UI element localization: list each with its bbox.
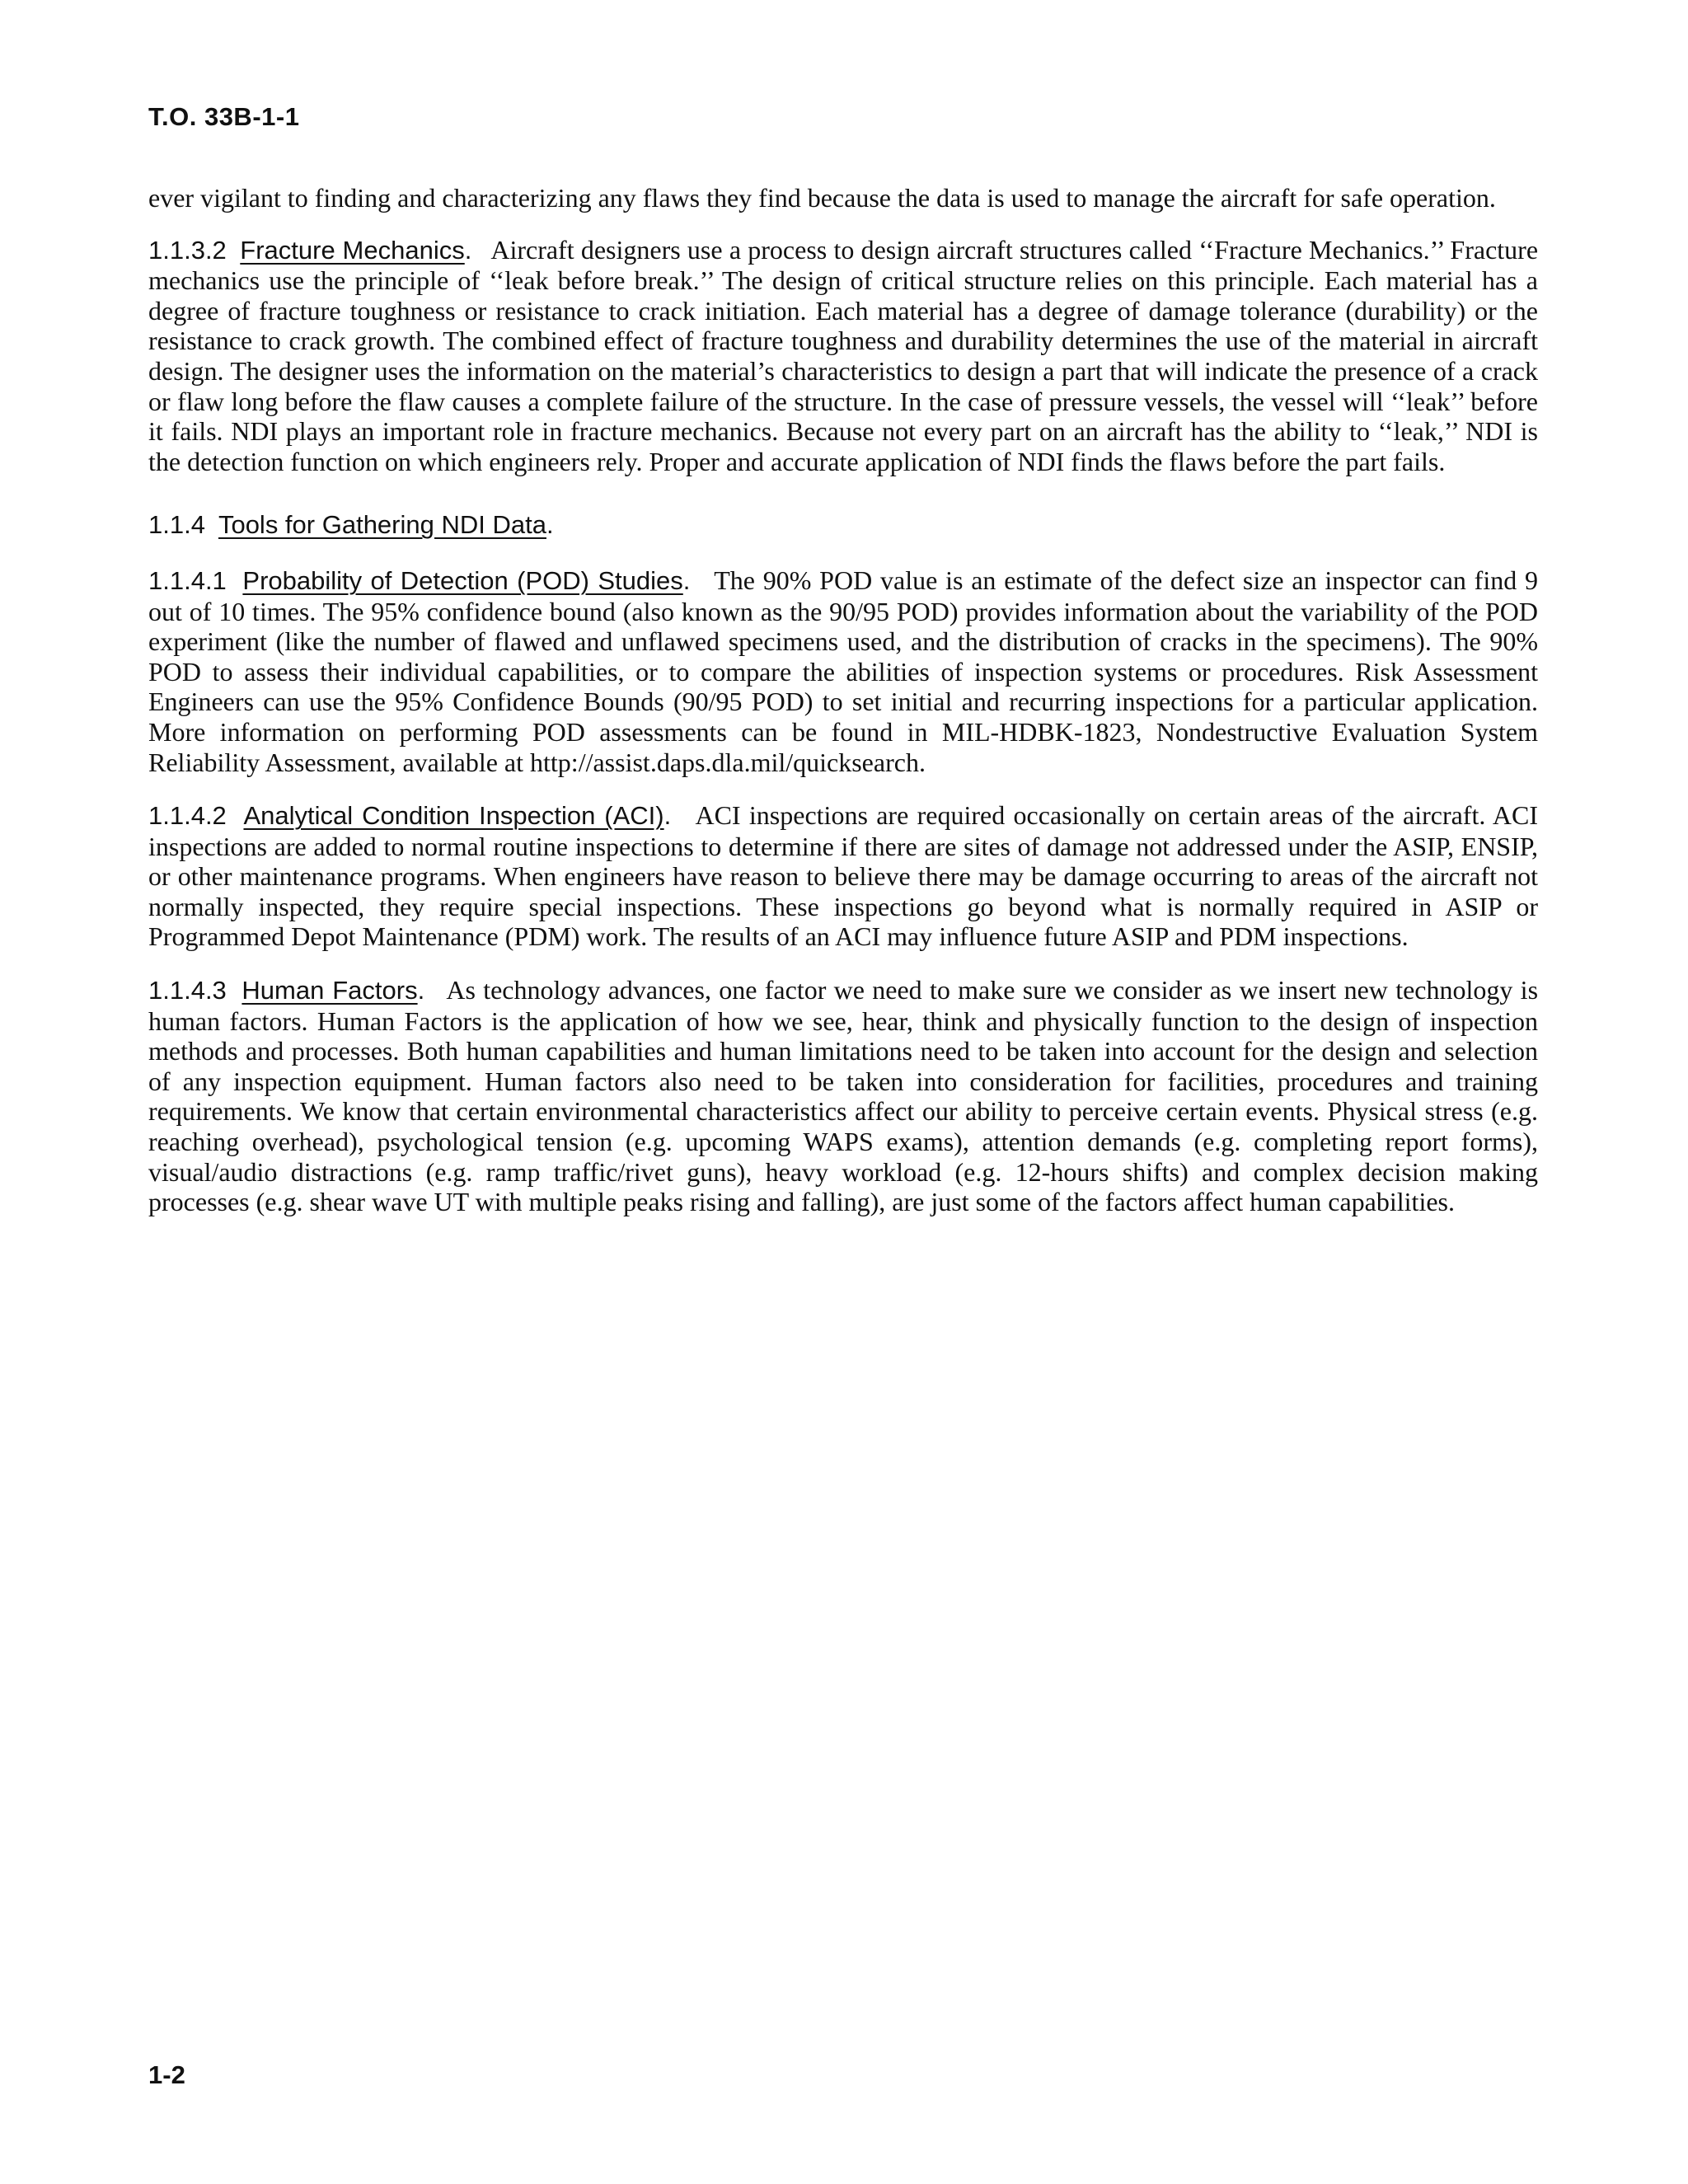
section-aci: 1.1.4.2 Analytical Condition Inspection (ACI). ACI inspections are required occasionally on certain areas of the aircraft. ACI inspections are added to normal routine inspections to determine if there are sites of damage not addressed under the ASIP, ENSIP, or other maintenance programs. When engineers have reason to believe there may be damage occurring to areas of the aircraft not normally inspected, they require special inspections. These inspections go beyond what is normally required in ASIP or Programmed Depot Maintenance (PDM) work. The results of an ACI may influence future ASIP and PDM inspections. <box>148 800 1539 952</box>
section-title: Human Factors <box>241 976 418 1005</box>
paragraph-text: The 90% POD value is an estimate of the defect size an inspector can find 9 out of 10 times. The 95% confidence bound (also known as the 90/95 POD) provides information about the variability of the POD experiment (like the number of flawed and unflawed specimens used, and the distribution of cracks in the specimens). The 90% POD to assess their individual capabilities, or to compare the abilities of inspection systems or procedures. Risk Assessment Engineers can use the 95% Confidence Bounds (90/95 POD) to set initial and recurring inspections for a particular application. More information on performing POD assessments can be found in MIL-HDBK-1823, Nondestructive Evaluation System Reliability Assessment, available at http://assist.daps.dla.mil/quicksearch. <box>148 565 1539 777</box>
paragraph-text: Aircraft designers use a process to design aircraft structures called ‘‘Fracture Mechanics.’’ Fracture mechanics use the principle of ‘‘leak before break.’’ The design of critical structure relies on this principle. Each material has a degree of fracture toughness or resistance to crack initiation. Each material has a degree of damage tolerance (durability) or the resistance to crack growth. The combined effect of fracture toughness and durability determines the use of the material in aircraft design. The designer uses the information on the material’s characteristics to design a part that will indicate the presence of a crack or flaw long before the flaw causes a complete failure of the structure. In the case of pressure vessels, the vessel will ‘‘leak’’ before it fails. NDI plays an important role in fracture mechanics. Because not every part on an aircraft has the ability to ‘‘leak,’’ NDI is the detection function on which engineers rely. Proper and accurate application of NDI finds the flaws before the part fails. <box>148 234 1539 476</box>
section-number: 1.1.4.1 <box>148 565 227 595</box>
body-content <box>148 183 1538 1240</box>
page-number: 1-2 <box>148 2060 185 2089</box>
section-human-factors: 1.1.4.3 Human Factors. As technology advances, one factor we need to make sure we consider as we insert new technology is human factors. Human Factors is the application of how we see, hear, think and physically function to the design of inspection methods and processes. Both human capabilities and human limitations need to be taken into account for the design and selection of any inspection equipment. Human factors also need to be taken into consideration for facilities, procedures and training requirements. We know that certain environmental characteristics affect our ability to perceive certain events. Physical stress (e.g. reaching overhead), psychological tension (e.g. upcoming WAPS exams), attention demands (e.g. completing report forms), visual/audio distractions (e.g. ramp traffic/rivet guns), heavy workload (e.g. 12-hours shifts) and complex decision making processes (e.g. shear wave UT with multiple peaks rising and falling), are just some of the factors affect human capabilities. <box>148 975 1539 1217</box>
section-number: 1.1.4.2 <box>148 801 227 831</box>
section-title: Probability of Detection (POD) Studies <box>242 565 683 595</box>
section-pod-studies: 1.1.4.1 Probability of Detection (POD) Studies. The 90% POD value is an estimate of the defect size an inspector can find 9 out of 10 times. The 95% confidence bound (also known as the 90/95 POD) provides information about the variability of the POD experiment (like the number of flawed and unflawed specimens used, and the distribution of cracks in the specimens). The 90% POD to assess their individual capabilities, or to compare the abilities of inspection systems or procedures. Risk Assessment Engineers can use the 95% Confidence Bounds (90/95 POD) to set initial and recurring inspections for a particular application. More information on performing POD assessments can be found in MIL-HDBK-1823, Nondestructive Evaluation System Reliability Assessment, available at http://assist.daps.dla.mil/quicksearch. <box>148 565 1539 777</box>
paragraph-text: As technology advances, one factor we need to make sure we consider as we insert new technology is human factors. Human Factors is the application of how we see, hear, think and physically function to the design of inspection methods and processes. Both human capabilities and human limitations need to be taken into account for the design and selection of any inspection equipment. Human factors also need to be taken into consideration for facilities, procedures and training requirements. We know that certain environmental characteristics affect our ability to perceive certain events. Physical stress (e.g. reaching overhead), psychological tension (e.g. upcoming WAPS exams), attention demands (e.g. completing report forms), visual/audio distractions (e.g. ramp traffic/rivet guns), heavy workload (e.g. 12-hours shifts) and complex decision making processes (e.g. shear wave UT with multiple peaks rising and falling), are just some of the factors affect human capabilities. <box>148 975 1539 1217</box>
paragraph-text: ever vigilant to finding and characterizing any flaws they find because the data is used to manage the aircraft for safe operation. <box>148 183 1496 213</box>
section-tools-ndi-data: 1.1.4 Tools for Gathering NDI Data. <box>148 510 554 540</box>
paragraph-continuation <box>148 183 1538 213</box>
section-number: 1.1.3.2 <box>148 235 227 265</box>
paragraph-text: ACI inspections are required occasionally on certain areas of the aircraft. ACI inspections are added to normal routine inspections to determine if there are sites of damage not addressed under the ASIP, ENSIP, or other maintenance programs. When engineers have reason to believe there may be damage occurring to areas of the aircraft not normally inspected, they require special inspections. These inspections go beyond what is normally required in ASIP or Programmed Depot Maintenance (PDM) work. The results of an ACI may influence future ASIP and PDM inspections. <box>148 800 1539 952</box>
section-title: Analytical Condition Inspection (ACI) <box>243 801 664 831</box>
document-id-header: T.O. 33B-1-1 <box>148 102 300 131</box>
section-title: Tools for Gathering NDI Data <box>218 510 546 540</box>
section-title: Fracture Mechanics <box>240 235 465 265</box>
section-number: 1.1.4 <box>148 510 205 540</box>
section-number: 1.1.4.3 <box>148 976 227 1005</box>
section-fracture-mechanics: 1.1.3.2 Fracture Mechanics. Aircraft designers use a process to design aircraft structures called ‘‘Fracture Mechanics.’’ Fracture mechanics use the principle of ‘‘leak before break.’’ The design of critical structure relies on this principle. Each material has a degree of fracture toughness or resistance to crack initiation. Each material has a degree of damage tolerance (durability) or the resistance to crack growth. The combined effect of fracture toughness and durability determines the use of the material in aircraft design. The designer uses the information on the material’s characteristics to design a part that will indicate the presence of a crack or flaw long before the flaw causes a complete failure of the structure. In the case of pressure vessels, the vessel will ‘‘leak’’ before it fails. NDI plays an important role in fracture mechanics. Because not every part on an aircraft has the ability to ‘‘leak,’’ NDI is the detection function on which engineers rely. Proper and accurate application of NDI finds the flaws before the part fails. <box>148 234 1539 476</box>
